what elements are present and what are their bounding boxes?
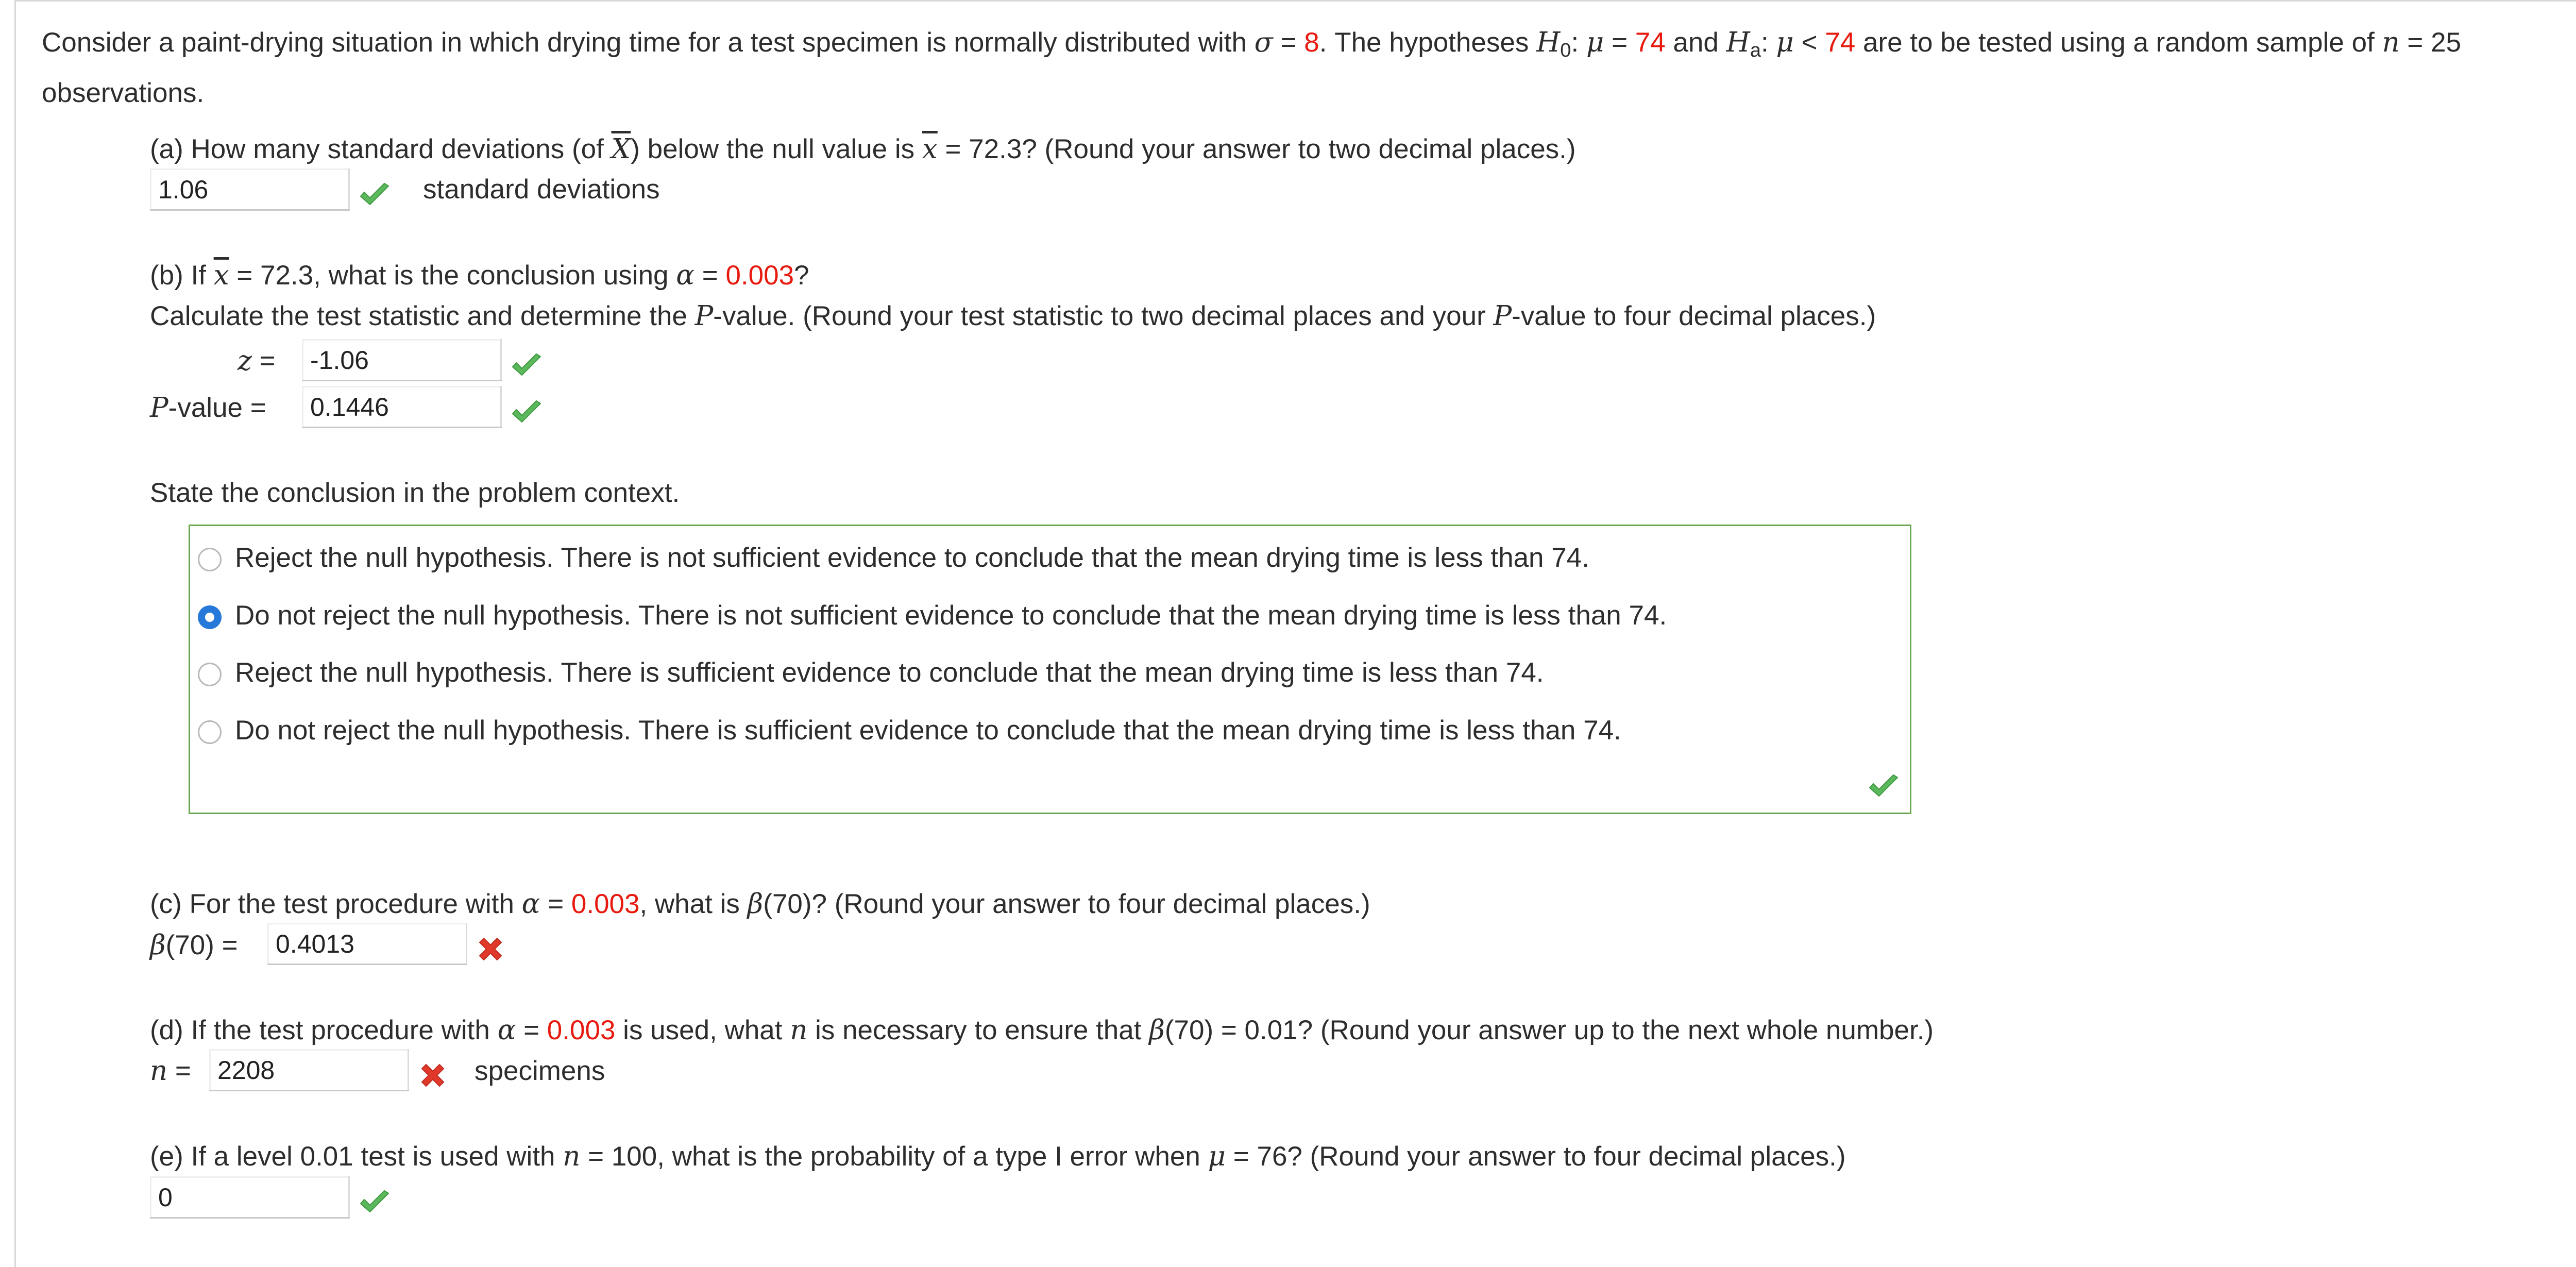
alpha-symbol: α	[676, 260, 695, 291]
problem-statement-line2: observations.	[42, 78, 205, 108]
conclusion-prompt: State the conclusion in the problem context.	[150, 478, 680, 508]
equals: =	[516, 1015, 547, 1045]
n-label	[150, 1055, 191, 1088]
p-symbol: P	[694, 300, 714, 332]
check-icon	[511, 399, 543, 425]
equals: =	[694, 260, 726, 291]
alpha-value: 0.003	[571, 889, 640, 919]
xbar-symbol: $\overline{x}$	[213, 260, 229, 291]
z-symbol: z	[238, 345, 252, 377]
part-d-text: is used, what	[615, 1015, 790, 1045]
subscript-zero: 0	[1560, 40, 1571, 61]
p-symbol: P	[1493, 300, 1512, 332]
beta-symbol: β	[150, 930, 166, 961]
part-b-text: -value to four decimal places.)	[1512, 301, 1876, 331]
part-d-unit: specimens	[474, 1056, 605, 1086]
part-d-text: (d) If the test procedure with	[150, 1015, 498, 1045]
part-a-unit: standard deviations	[423, 174, 660, 205]
mu-symbol: μ	[1586, 27, 1604, 58]
part-a-question	[150, 133, 1576, 166]
n-symbol: n	[2382, 27, 2400, 58]
part-e-text: = 76? (Round your answer to four decimal places.)	[1226, 1141, 1846, 1172]
option-label[interactable]: Do not reject the null hypothesis. There is sufficient evidence to conclude that the mean drying time is less than 74.	[235, 715, 1621, 746]
cross-icon	[476, 934, 505, 964]
beta-answer-input[interactable]	[267, 923, 467, 965]
part-c-text: (c) For the test procedure with	[150, 889, 522, 919]
p-value-label	[150, 392, 266, 425]
null-value: 74	[1635, 27, 1666, 58]
part-c-text: (70)? (Round your answer to four decimal places.)	[763, 889, 1370, 919]
mu-symbol: μ	[1208, 1141, 1226, 1172]
less-than: <	[1793, 27, 1825, 58]
sample-size: 25	[2431, 27, 2462, 58]
equals: =	[1604, 27, 1635, 58]
beta-label	[150, 929, 238, 962]
part-b-text: ?	[794, 260, 809, 291]
part-c-question	[150, 888, 1370, 921]
part-d-text: (70) = 0.01? (Round your answer up to the next whole number.)	[1164, 1015, 1934, 1045]
option-label[interactable]: Reject the null hypothesis. There is sufficient evidence to conclude that the mean drying time is less than 74.	[235, 657, 1544, 688]
part-e-text: = 100, what is the probability of a type I error when	[580, 1141, 1208, 1172]
part-b-text: -value. (Round your test statistic to two decimal places and your	[713, 301, 1494, 331]
mu-symbol: μ	[1776, 27, 1794, 58]
part-c-text: , what is	[639, 889, 748, 919]
part-e-answer-input[interactable]	[150, 1176, 350, 1219]
z-statistic-input[interactable]	[302, 339, 502, 381]
equals: =	[2399, 27, 2431, 58]
conclusion-options-box	[189, 525, 1911, 814]
sigma-value: 8	[1304, 27, 1319, 58]
part-b-text: Calculate the test statistic and determine the	[150, 301, 695, 331]
alpha-symbol: α	[521, 888, 540, 920]
n-answer-input[interactable]	[209, 1049, 409, 1091]
equals: =	[1273, 27, 1304, 58]
check-icon	[359, 182, 391, 208]
subscript-a: a	[1750, 40, 1761, 61]
option-radio[interactable]	[198, 548, 222, 571]
part-e-question	[150, 1140, 1845, 1173]
alpha-value: 0.003	[725, 260, 794, 291]
beta-symbol: β	[747, 888, 764, 920]
problem-statement: Consider a paint-drying situation in which drying time for a test specimen is normally distributed with σ = 8. The hypotheses $H_0$: μ = 74 and $H_a$: μ < 74 are to be tested using a random sample of n = 25	[42, 27, 2462, 61]
part-a-text: = 72.3? (Round your answer to two decimal places.)	[937, 134, 1576, 164]
part-b-text: (b) If	[150, 260, 214, 291]
part-b-text: = 72.3, what is the conclusion using	[229, 260, 676, 291]
n-symbol: n	[790, 1015, 808, 1046]
option-radio[interactable]	[198, 720, 222, 744]
part-d-text: is necessary to ensure that	[807, 1015, 1149, 1045]
intro-text: . The hypotheses	[1319, 27, 1537, 58]
beta-symbol: β	[1149, 1015, 1165, 1046]
xbar-symbol: $\overline{x}$	[922, 133, 938, 165]
equals: =	[251, 346, 276, 376]
check-icon	[511, 352, 543, 378]
part-e-text: (e) If a level 0.01 test is used with	[150, 1141, 563, 1172]
p-symbol: P	[150, 392, 168, 424]
part-b-instructions	[150, 300, 1876, 333]
check-icon	[1868, 773, 1900, 799]
intro-text: Consider a paint-drying situation in which drying time for a test specimen is normally distributed with	[42, 27, 1255, 58]
equals: =	[167, 1056, 191, 1086]
option-radio-selected[interactable]	[198, 605, 222, 629]
alpha-symbol: α	[497, 1015, 516, 1046]
alt-value: 74	[1825, 27, 1856, 58]
alpha-value: 0.003	[547, 1015, 616, 1045]
intro-text: are to be tested using a random sample of	[1855, 27, 2382, 58]
beta-label-text: (70) =	[165, 930, 238, 960]
check-icon	[359, 1189, 391, 1215]
part-b-question	[150, 259, 809, 292]
part-a-text: (a) How many standard deviations (of	[150, 134, 612, 164]
intro-text: and	[1665, 27, 1726, 58]
z-label	[238, 345, 276, 378]
part-a-answer-input[interactable]	[150, 168, 350, 211]
part-d-question	[150, 1014, 1934, 1047]
h-symbol: H	[1726, 27, 1750, 58]
xbar-capital: $\overline{X}$	[611, 133, 631, 165]
option-radio[interactable]	[198, 663, 222, 686]
sigma-symbol: σ	[1254, 27, 1273, 58]
option-label[interactable]: Do not reject the null hypothesis. There is not sufficient evidence to conclude that the mean drying time is less than 74.	[235, 600, 1667, 631]
n-symbol: n	[150, 1055, 168, 1087]
p-value-input[interactable]	[302, 386, 502, 428]
h-symbol: H	[1536, 27, 1561, 58]
option-label[interactable]: Reject the null hypothesis. There is not sufficient evidence to conclude that the mean drying time is less than 74.	[235, 543, 1589, 573]
part-a-text: ) below the null value is	[631, 134, 922, 164]
p-value-label-text: -value =	[168, 393, 266, 423]
cross-icon	[418, 1060, 448, 1090]
question-page	[14, 0, 2576, 1267]
equals: =	[540, 889, 571, 919]
n-symbol: n	[563, 1141, 581, 1172]
